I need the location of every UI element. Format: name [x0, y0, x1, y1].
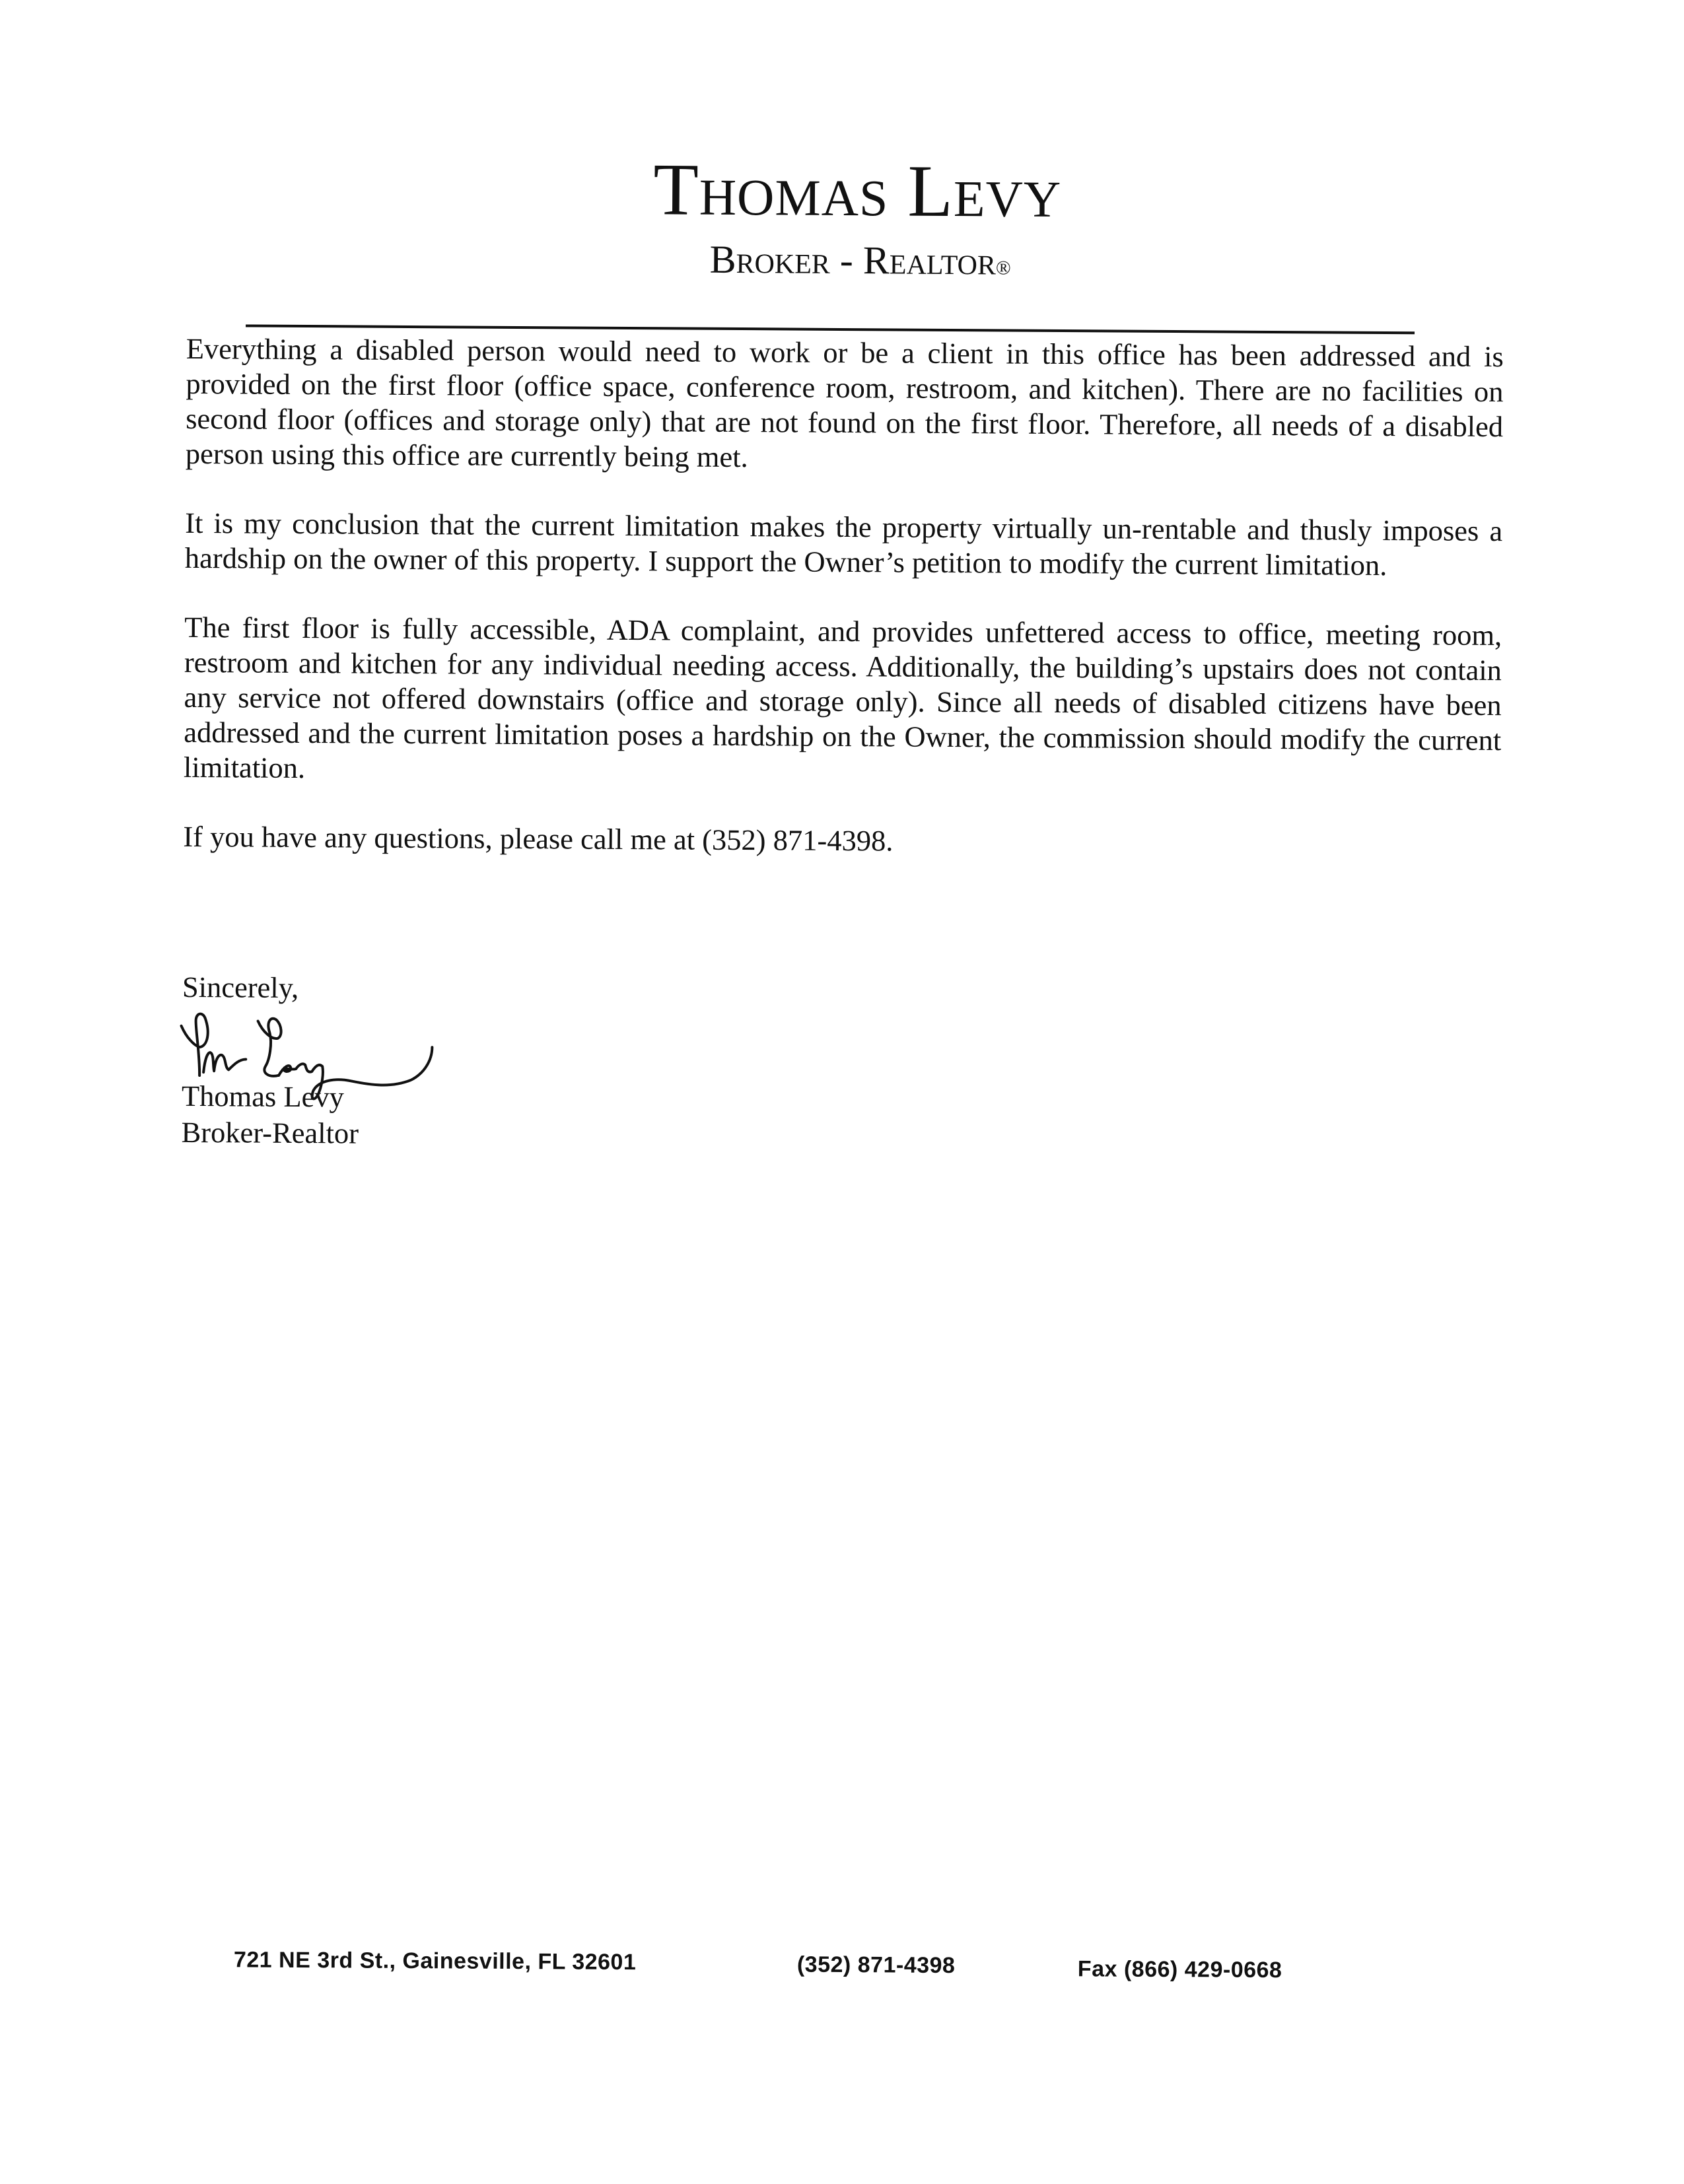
body-paragraph: If you have any questions, please call me at (352) 871-4398.	[183, 819, 894, 858]
registered-mark-icon: ®	[995, 257, 1011, 279]
letterhead-name: Thomas Levy	[653, 149, 1062, 234]
footer-address: 721 NE 3rd St., Gainesville, FL 32601	[233, 1947, 637, 1975]
footer-phone: (352) 871-4398	[796, 1952, 956, 1979]
letterhead-footer	[0, 1946, 1679, 1983]
letterhead-title	[5, 232, 1684, 289]
letter-body	[183, 331, 1504, 897]
signer-name: Thomas Levy	[181, 1079, 345, 1114]
signer-title: Broker-Realtor	[181, 1115, 359, 1150]
body-paragraph: It is my conclusion that the current limitation makes the property virtually un-rentable and thusly imposes a hardship on the owner of this property. I support the Owner’s petition to modify the current limitation.	[184, 506, 1503, 582]
letterhead-title-text: Broker - Realtor	[709, 237, 997, 283]
footer-fax: Fax (866) 429-0668	[1077, 1956, 1282, 1983]
body-paragraph: The first floor is fully accessible, ADA complaint, and provides unfettered access to office, meeting room, restroom and kitchen for any individual needing access. Additionally, the building’s upstairs does not contain any service not offered downstairs (office and storage only). Since all needs of disabled citizens have been addressed and the current limitation poses a hardship on the Owner, the commission should modify the current limitation.	[183, 610, 1502, 785]
closing-salutation: Sincerely,	[182, 970, 299, 1004]
body-paragraph: Everything a disabled person would need to work or be a client in this office has been addressed and is provided on the first floor (office space, conference room, restroom, and kitchen). There are no facilities on second floor (offices and storage only) that are not found on the first floor. Therefore, all needs of a disabled person using this office are currently being met.	[185, 331, 1504, 474]
